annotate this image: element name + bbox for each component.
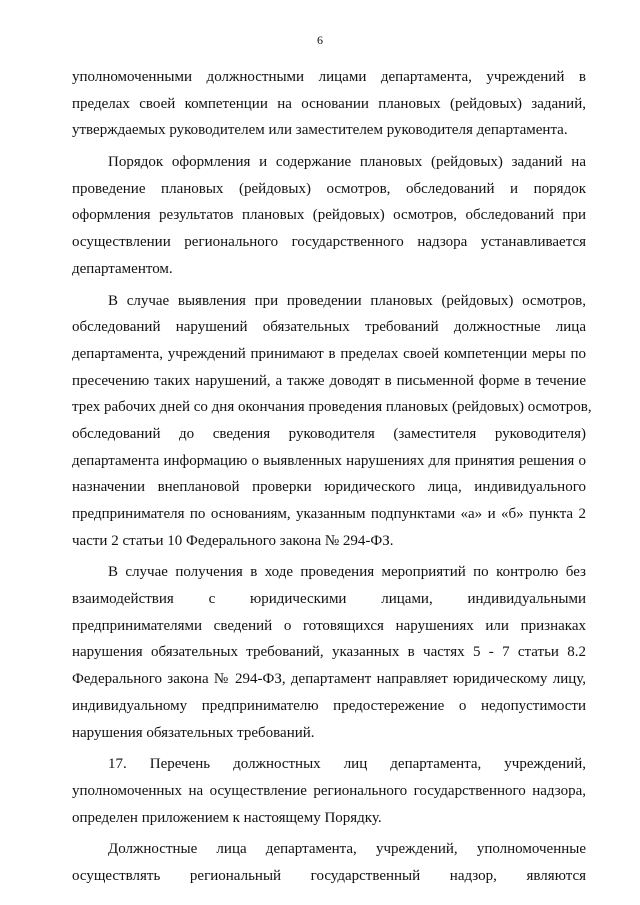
text-line: назначении внеплановой проверки юридического лица, индивидуального [72,479,586,496]
text-line: Должностные лица департамента, учреждений, уполномоченные [108,841,586,858]
text-line: предпринимателями сведений о готовящихся нарушениях или признаках [72,617,586,634]
text-line: департаментом. [72,260,173,277]
text-line: пресечению таких нарушений, а также доводят в письменной форме в течение [72,372,586,389]
paragraph-5 [72,751,586,831]
text-line: уполномоченных на осуществление регионального государственного надзора, [72,782,586,799]
text-line: индивидуальному предпринимателю предостережение о недопустимости [72,697,586,714]
text-line: обследований до сведения руководителя (заместителя руководителя) [72,425,586,442]
paragraph-6 [72,836,586,889]
text-line: пределах своей компетенции на основании плановых (рейдовых) заданий, [72,95,586,112]
text-line: нарушения обязательных требований, указанных в частях 5 - 7 статьи 8.2 [72,644,586,661]
text-line: Порядок оформления и содержание плановых (рейдовых) заданий на [108,154,586,171]
text-line: проведение плановых (рейдовых) осмотров, обследований и порядок [72,180,586,197]
text-line: утверждаемых руководителем или заместителем руководителя департамента. [72,122,568,139]
text-line: В случае выявления при проведении плановых (рейдовых) осмотров, [108,292,586,309]
text-line: уполномоченными должностными лицами департамента, учреждений в [72,69,586,85]
text-line: осуществлении регионального государственного надзора устанавливается [72,234,586,251]
text-line: обследований нарушений обязательных требований должностные лица [72,319,586,336]
paragraph-4 [72,559,586,746]
text-line: департамента, учреждений принимают в пределах своей компетенции меры по [72,345,586,362]
text-line: департамента информацию о выявленных нарушениях для принятия решения о [72,452,586,469]
text-line: взаимодействия с юридическими лицами, индивидуальными [72,591,586,608]
text-line: нарушения обязательных требований. [72,724,315,741]
text-line: Федерального закона № 294-ФЗ, департамент направляет юридическому лицу, [72,671,586,688]
text-line: В случае получения в ходе проведения мероприятий по контролю без [108,564,586,581]
text-line: предпринимателя по основаниям, указанным подпунктами «а» и «б» пункта 2 [72,506,586,522]
text-line: определен приложением к настоящему Порядку. [72,809,382,826]
text-line: осуществлять региональный государственный надзор, являются [72,867,586,884]
paragraph-1 [72,64,586,144]
paragraph-3 [72,288,592,555]
text-line: части 2 статьи 10 Федерального закона № 294-ФЗ. [72,532,394,549]
document-body [72,64,592,895]
page-number: 6 [317,33,323,47]
paragraph-2 [72,149,586,282]
text-line: оформления результатов плановых (рейдовых) осмотров, обследований при [72,207,586,224]
text-line: трех рабочих дней со дня окончания проведения плановых (рейдовых) осмотров, [72,399,592,416]
text-line: 17. Перечень должностных лиц департамента, учреждений, [108,756,586,773]
